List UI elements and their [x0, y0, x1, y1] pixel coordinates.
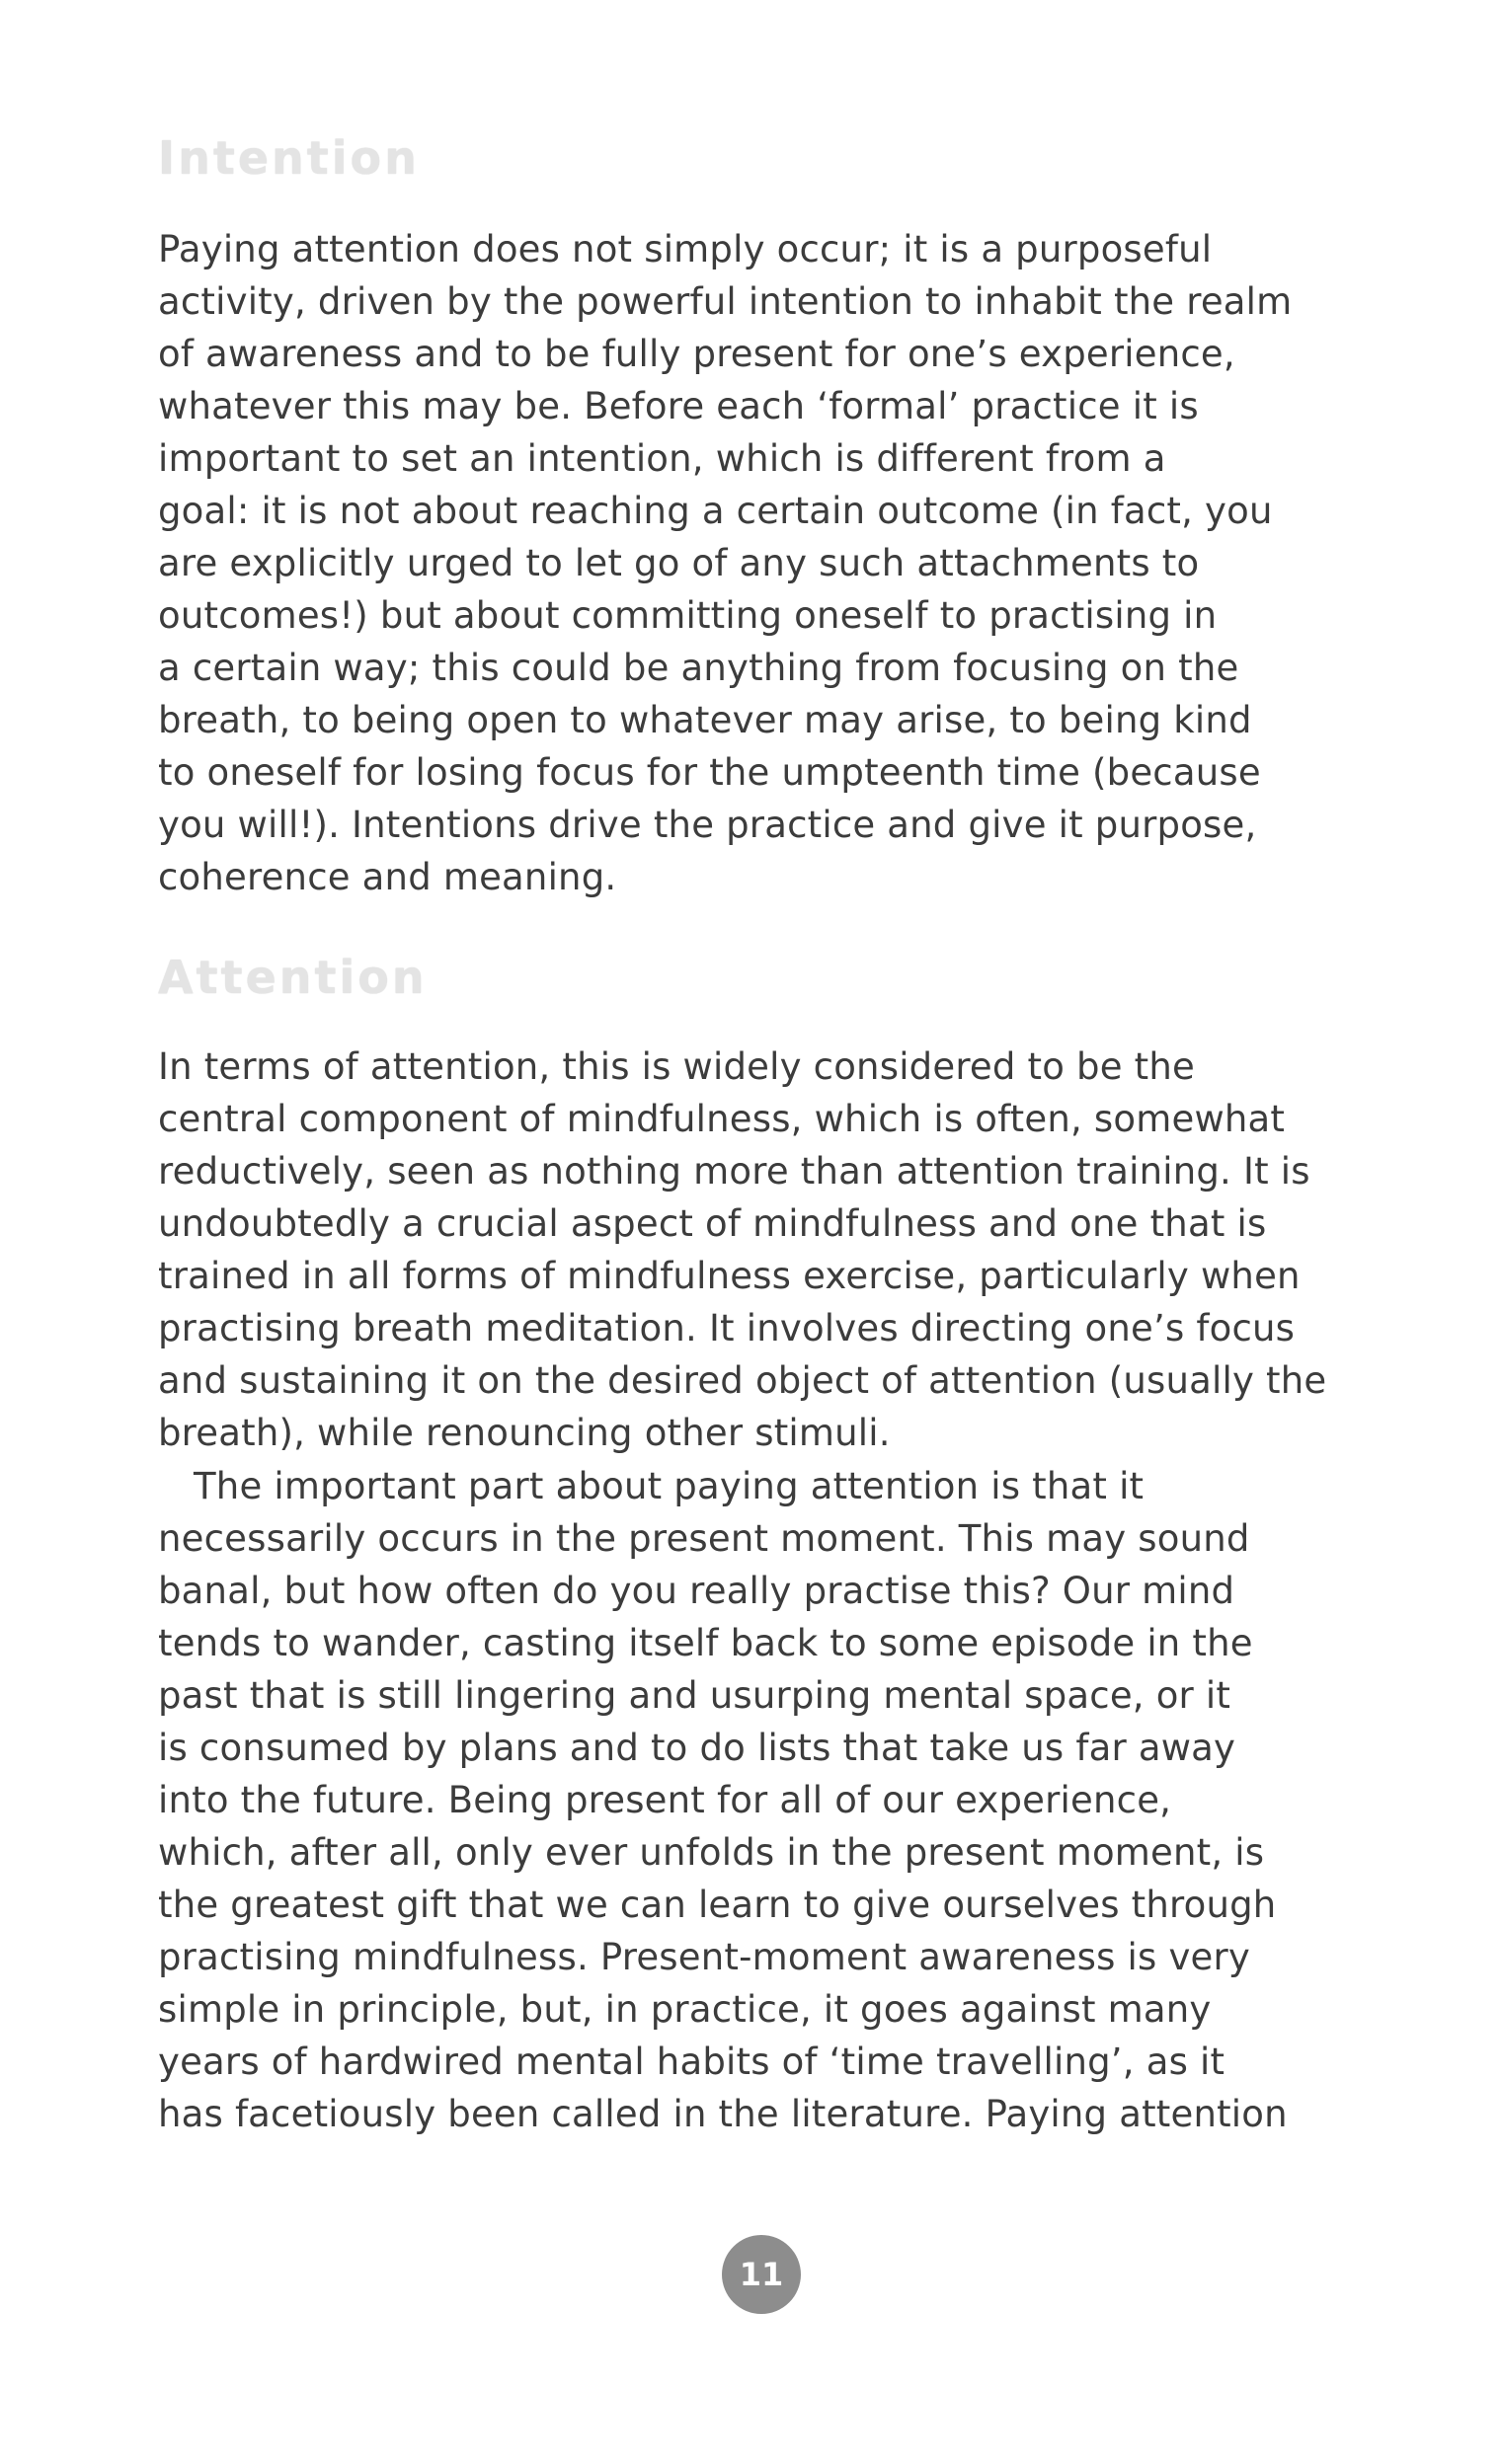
- text-line: In terms of attention, this is widely considered to be the: [158, 1045, 1195, 1088]
- text-line: simple in principle, but, in practice, it goes against many: [158, 1988, 1212, 2031]
- text-line: practising mindfulness. Present-moment awareness is very: [158, 1936, 1251, 1978]
- text-line: banal, but how often do you really practise this? Our mind: [158, 1570, 1235, 1612]
- text-line: are explicitly urged to let go of any such attachments to: [158, 542, 1200, 584]
- text-line: breath, to being open to whatever may arise, to being kind: [158, 699, 1252, 741]
- text-line: the greatest gift that we can learn to give ourselves through: [158, 1884, 1277, 1926]
- text-line: coherence and meaning.: [158, 856, 617, 898]
- text-line: undoubtedly a crucial aspect of mindfulness and one that is: [158, 1202, 1267, 1245]
- text-line: to oneself for losing focus for the umpteenth time (because: [158, 751, 1261, 794]
- text-line: goal: it is not about reaching a certain outcome (in fact, you: [158, 490, 1273, 532]
- text-line: years of hardwired mental habits of ‘time travelling’, as it: [158, 2040, 1225, 2083]
- text-line: reductively, seen as nothing more than attention training. It is: [158, 1150, 1310, 1193]
- text-line: central component of mindfulness, which is often, somewhat: [158, 1098, 1286, 1140]
- text-line: important to set an intention, which is different from a: [158, 437, 1166, 480]
- page-number-badge: 11: [722, 2235, 801, 2314]
- section-heading-attention: Attention: [158, 951, 428, 1004]
- section-heading-intention: Intention: [158, 131, 420, 185]
- text-line: breath), while renouncing other stimuli.: [158, 1412, 891, 1454]
- text-line: The important part about paying attention is that it: [194, 1465, 1145, 1507]
- text-line: practising breath meditation. It involves directing one’s focus: [158, 1307, 1296, 1349]
- intention-paragraph: [158, 223, 1373, 903]
- text-line: outcomes!) but about committing oneself to practising in: [158, 594, 1218, 637]
- text-line: trained in all forms of mindfulness exercise, particularly when: [158, 1255, 1301, 1297]
- text-line: past that is still lingering and usurping mental space, or it: [158, 1674, 1231, 1717]
- text-line: into the future. Being present for all of our experience,: [158, 1779, 1172, 1821]
- text-line: activity, driven by the powerful intention to inhabit the realm: [158, 280, 1293, 323]
- text-line: of awareness and to be fully present for one’s experience,: [158, 333, 1235, 375]
- text-line: tends to wander, casting itself back to some episode in the: [158, 1622, 1253, 1664]
- text-line: which, after all, only ever unfolds in the present moment, is: [158, 1831, 1265, 1874]
- attention-paragraph-1: [158, 1040, 1373, 1459]
- text-line: necessarily occurs in the present moment. This may sound: [158, 1517, 1250, 1560]
- attention-paragraph-2: [158, 1460, 1373, 2140]
- text-line: has facetiously been called in the literature. Paying attention: [158, 2093, 1288, 2135]
- text-line: whatever this may be. Before each ‘formal’ practice it is: [158, 385, 1199, 427]
- text-line: a certain way; this could be anything from focusing on the: [158, 647, 1239, 689]
- text-line: Paying attention does not simply occur; it is a purposeful: [158, 228, 1213, 270]
- text-line: is consumed by plans and to do lists that take us far away: [158, 1727, 1236, 1769]
- text-line: and sustaining it on the desired object of attention (usually the: [158, 1359, 1327, 1402]
- text-line: you will!). Intentions drive the practice and give it purpose,: [158, 804, 1257, 846]
